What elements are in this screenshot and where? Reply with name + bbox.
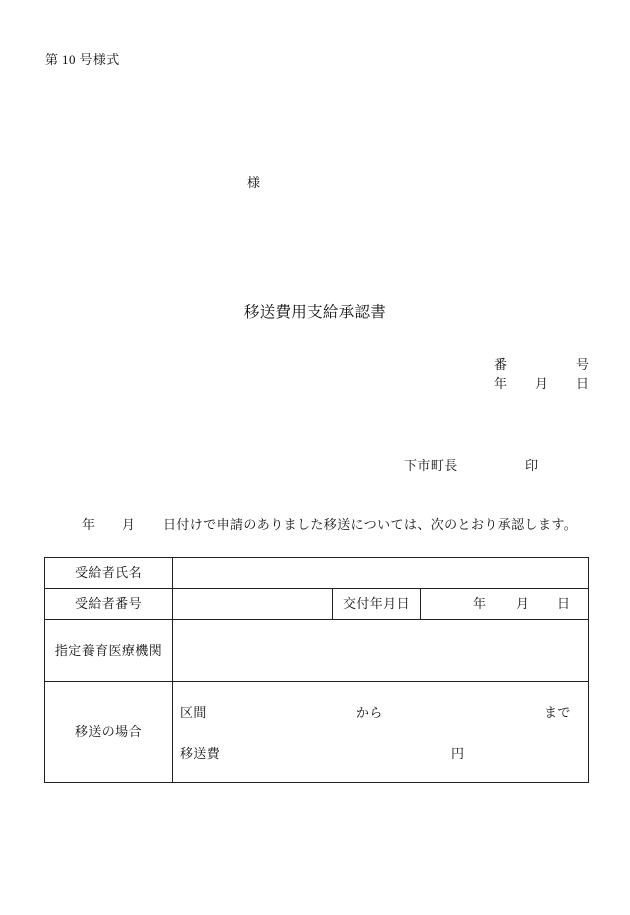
addressee-suffix: 様 xyxy=(247,175,261,190)
recipient-name-row xyxy=(45,558,589,589)
document-number-go: 号 xyxy=(576,357,590,372)
recipient-number-label: 受給者番号 xyxy=(45,589,173,620)
form-number: 第 10 号様式 xyxy=(45,52,120,67)
medical-institution-row xyxy=(45,620,589,682)
issue-date-field xyxy=(421,589,589,620)
cost-unit: 円 xyxy=(451,746,465,761)
medical-institution-label: 指定養育医療機関 xyxy=(45,620,173,682)
transport-inner xyxy=(173,682,588,782)
medical-institution-field xyxy=(173,620,589,682)
document-title: 移送費用支給承認書 xyxy=(243,304,387,321)
issue-date-day: 日 xyxy=(557,596,571,611)
document-number-ban: 番 xyxy=(494,357,508,372)
statement-text: 日付けで申請のありました移送については、次のとおり承認します。 xyxy=(163,517,578,532)
transport-field xyxy=(173,682,589,783)
section-to: まで xyxy=(544,705,571,720)
recipient-name-field xyxy=(173,558,589,589)
approval-table xyxy=(44,557,589,783)
document-date-month: 月 xyxy=(535,376,549,391)
issue-date-inner xyxy=(421,589,588,619)
issuer-seal: 印 xyxy=(525,458,539,473)
section-from: から xyxy=(356,705,383,720)
issuer-name: 下市町長 xyxy=(404,458,458,473)
transport-label: 移送の場合 xyxy=(45,682,173,783)
issue-date-label: 交付年月日 xyxy=(333,589,421,620)
recipient-number-field xyxy=(173,589,333,620)
transport-row xyxy=(45,682,589,783)
statement-year: 年 xyxy=(82,517,96,532)
cost-label: 移送費 xyxy=(180,746,221,761)
issue-date-month: 月 xyxy=(516,596,530,611)
issue-date-year: 年 xyxy=(473,596,487,611)
document-date-year: 年 xyxy=(494,376,508,391)
statement-month: 月 xyxy=(122,517,136,532)
recipient-name-label: 受給者氏名 xyxy=(45,558,173,589)
section-label: 区間 xyxy=(180,705,207,720)
recipient-number-row xyxy=(45,589,589,620)
document-date-day: 日 xyxy=(576,376,590,391)
